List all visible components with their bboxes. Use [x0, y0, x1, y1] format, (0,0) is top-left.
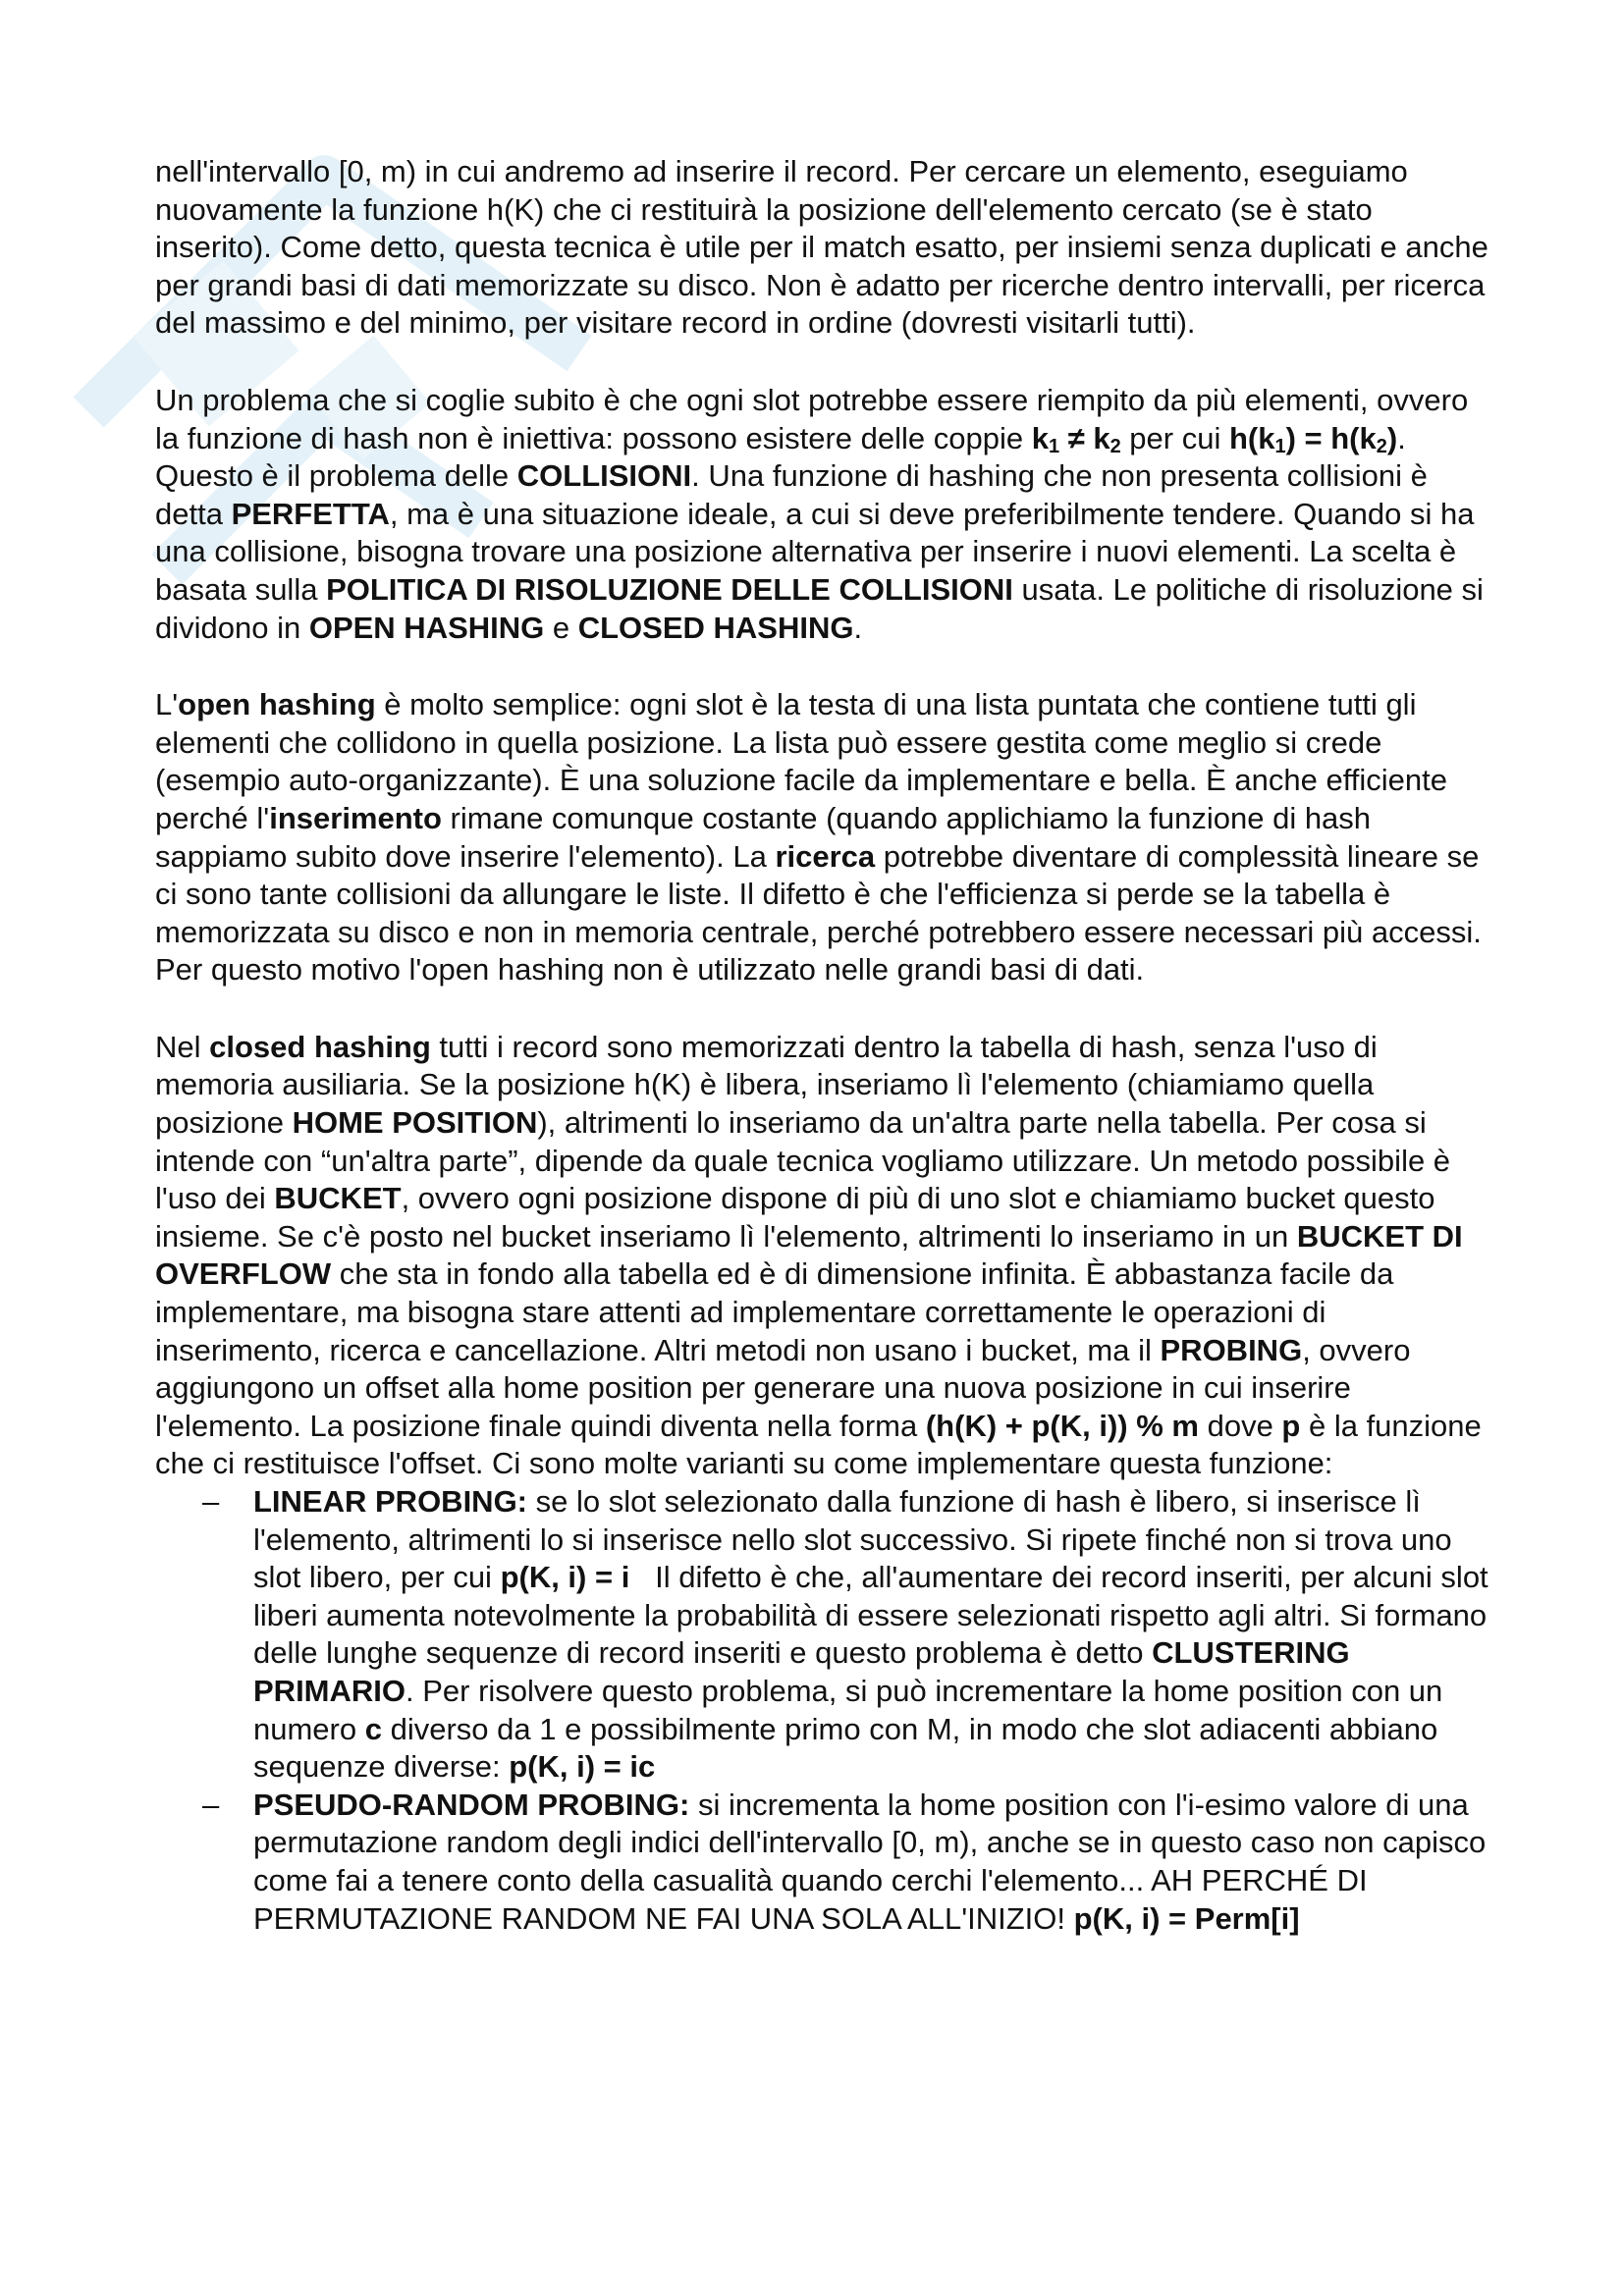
text-run: , ovvero ogni posizione dispone di più di uno slot e chiamiamo bucket questo insieme. Se c'è posto nel bucket inseriamo lì l'elemento, altrimenti lo inseriamo in un	[155, 1181, 1435, 1254]
text-run: e	[544, 610, 578, 645]
text-run: tutti i record sono memorizzati dentro la tabella di hash, senza l'uso di memoria ausiliaria. Se la posizione h(K) è libera, inseriamo lì l'elemento (chiamiamo quella posizione	[155, 1029, 1378, 1141]
text-run: si incrementa la home position con l'i-esimo valore di una permutazione random degli indici dell'intervallo [0, m), anche se in questo caso non capisco come fai a tenere conto della casualità quando cerchi l'elemento... AH PERCHÉ DI PERMUTAZIONE RANDOM NE FAI UNA SOLA ALL'INIZIO!	[253, 1787, 1487, 1936]
bold-term: LINEAR PROBING:	[253, 1484, 527, 1519]
list-item-linear-probing	[202, 1483, 1497, 1787]
bold-term: PSEUDO-RANDOM PROBING:	[253, 1787, 690, 1822]
text-run: che sta in fondo alla tabella ed è di dimensione infinita. È abbastanza facile da implementare, ma bisogna stare attenti ad implementare correttamente le operazioni di inserimento, ricerca e cancellazione. Altri metodi non usano i bucket, ma il	[155, 1256, 1394, 1367]
text-run: ) = h(k	[1285, 420, 1377, 455]
bold-term: (h(K) + p(K, i)) % m	[925, 1408, 1199, 1443]
text-run: . Per risolvere questo problema, si può incrementare la home position con un numero	[253, 1673, 1443, 1746]
keys-inequality	[1032, 421, 1121, 455]
bold-term: CLOSED HASHING	[577, 610, 854, 645]
dash-bullet: –	[202, 1484, 220, 1519]
text-run: k	[1031, 420, 1049, 455]
text-run: nell'intervallo [0, m) in cui andremo ad inserire il record. Per cercare un elemento, eseguiamo nuovamente la funzione h(K) che ci restituirà la posizione dell'elemento cercato (se è stato inserito). Come detto, questa tecnica è utile per il match esatto, per insiemi senza duplicati e anche per grandi basi di dati memorizzate su disco. Non è adatto per ricerche dentro intervalli, per ricerca del massimo e del minimo, per visitare record in ordine (dovresti visitarli tutti).	[155, 154, 1488, 341]
text-run: Il difetto è che, all'aumentare dei record inseriti, per alcuni slot liberi aumenta notevolmente la probabilità di essere selezionati rispetto agli altri. Si formano delle lunghe sequenze di record inseriti e questo problema è detto	[253, 1560, 1497, 1671]
bold-term: CLUSTERING PRIMARIO	[253, 1635, 1350, 1708]
paragraph-collisions	[155, 382, 1490, 647]
text-run: Un problema che si coglie subito è che ogni slot potrebbe essere riempito da più elementi, ovvero la funzione di hash non è iniettiva: possono esistere delle coppie	[155, 382, 1469, 455]
text-run: potrebbe diventare di complessità lineare se ci sono tante collisioni da allungare le liste. Il difetto è che l'efficienza si perde se la tabella è memorizzata su disco e non in memoria centrale, perché potrebbero essere necessari più accessi. Per questo motivo l'open hashing non è utilizzato nelle grandi basi di dati.	[155, 838, 1482, 988]
list-item-pseudo-random-probing	[202, 1787, 1490, 1938]
bold-term: HOME POSITION	[292, 1105, 538, 1141]
bold-term: PROBING	[1160, 1332, 1303, 1367]
text-run: usata. Le politiche di risoluzione si dividono in	[155, 571, 1484, 645]
text-run: L'	[155, 687, 179, 722]
paragraph-intro	[155, 153, 1490, 343]
text-run: dove	[1198, 1408, 1282, 1443]
bold-term: PERFETTA	[231, 496, 390, 531]
text-run: . Questo è il problema delle	[155, 420, 1406, 494]
text-run: è molto semplice: ogni slot è la testa di una lista puntata che contiene tutti gli elementi che collidono in quella posizione. La lista può essere gestita come meglio si crede (esempio auto-organizzante). È una soluzione facile da implementare e bella. È anche efficiente perché l'	[155, 687, 1447, 835]
bold-term: closed hashing	[209, 1029, 431, 1064]
paragraph-open-hashing	[155, 686, 1490, 989]
text-run: Nel	[155, 1029, 210, 1064]
bold-term: p(K, i) = Perm[i]	[1073, 1900, 1300, 1936]
bold-term: BUCKET DI OVERFLOW	[155, 1218, 1463, 1292]
text-run: . Una funzione di hashing che non presenta collisioni è detta	[155, 458, 1428, 531]
text-run: diverso da 1 e possibilmente primo con M, in modo che slot adiacenti abbiano sequenze diverse:	[253, 1711, 1438, 1785]
bold-term: p	[1281, 1408, 1301, 1443]
dash-bullet: –	[202, 1787, 220, 1822]
text-run: h(k	[1228, 420, 1275, 455]
paragraph-closed-hashing	[155, 1029, 1490, 1483]
text-run: ), altrimenti lo inseriamo da un'altra parte nella tabella. Per cosa si intende con “un'altra parte”, dipende da quale tecnica vogliamo utilizzare. Un metodo possibile è l'uso dei	[155, 1105, 1451, 1216]
bold-term: p(K, i) = i	[500, 1560, 630, 1595]
bold-term: OPEN HASHING	[308, 610, 545, 645]
text-run: )	[1386, 420, 1398, 455]
bold-term: open hashing	[178, 687, 376, 722]
bold-term: BUCKET	[274, 1181, 402, 1216]
hash-equality	[1229, 421, 1397, 455]
text-run: è la funzione che ci restituisce l'offset. Ci sono molte varianti su come implementare questa funzione:	[155, 1408, 1482, 1481]
bold-term: c	[364, 1711, 382, 1746]
subscript: 2	[1109, 435, 1121, 457]
bold-term: POLITICA DI RISOLUZIONE DELLE COLLISIONI	[326, 571, 1013, 607]
text-run: , ovvero aggiungono un offset alla home position per generare una nuova posizione in cui inserire l'elemento. La posizione finale quindi diventa nella forma	[155, 1332, 1411, 1443]
subscript: 1	[1274, 435, 1286, 457]
bold-term: p(K, i) = ic	[509, 1749, 656, 1785]
subscript: 2	[1376, 435, 1387, 457]
text-run: , ma è una situazione ideale, a cui si deve preferibilmente tendere. Quando si ha una collisione, bisogna trovare una posizione alternativa per inserire i nuovi elementi. La scelta è basata sulla	[155, 496, 1475, 607]
probing-list	[155, 1483, 1497, 1938]
text-run: ≠ k	[1059, 420, 1110, 455]
subscript: 1	[1048, 435, 1060, 457]
document-page	[155, 153, 1497, 1938]
text-run: .	[853, 610, 863, 645]
text-run: per cui	[1120, 420, 1229, 455]
bold-term: COLLISIONI	[516, 458, 692, 494]
text-run: rimane comunque costante (quando applichiamo la funzione di hash sappiamo subito dove inserire l'elemento). La	[155, 800, 1372, 874]
text-run: se lo slot selezionato dalla funzione di hash è libero, si inserisce lì l'elemento, altrimenti lo si inserisce nello slot successivo. Si ripete finché non si trova uno slot libero, per cui	[253, 1484, 1452, 1595]
bold-term: ricerca	[775, 838, 876, 874]
bold-term: inserimento	[269, 800, 442, 835]
